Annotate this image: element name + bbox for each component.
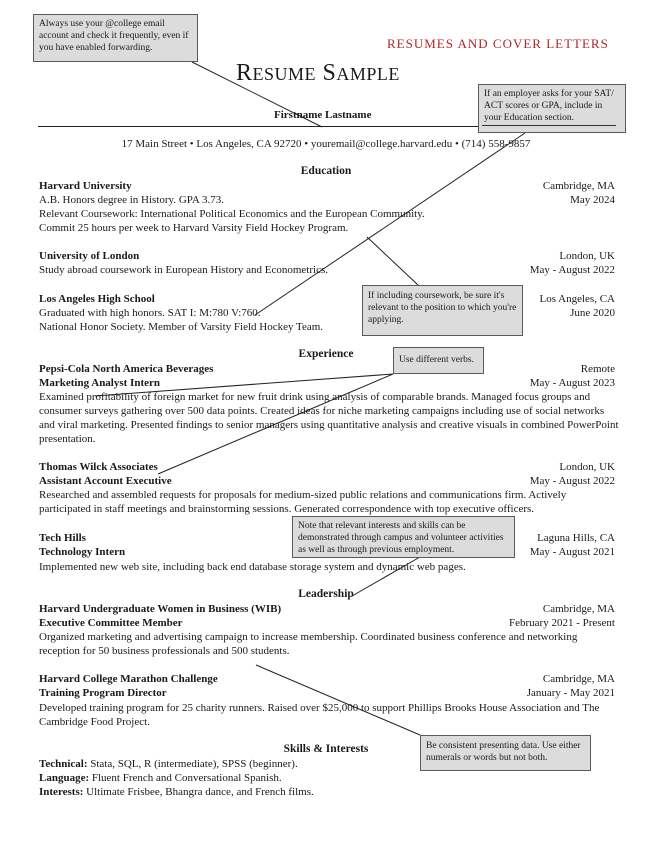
skill-label: Language: [39,772,90,784]
callout-email-tip: Always use your @college email account and check it frequently, even if you have enabled forwarding. [33,14,198,62]
experience-role: Technology Intern [39,546,126,558]
experience-location: Laguna Hills, CA [537,532,615,544]
skill-line [39,785,314,799]
education-date: May - August 2022 [529,264,615,276]
section-heading-skills: Skills & Interests [283,743,369,755]
education-line: A.B. Honors degree in History. GPA 3.73. [39,194,224,206]
education-line: Study abroad coursework in European History and Econometrics. [39,264,328,276]
skill-label: Interests: [39,786,84,798]
education-org: Harvard University [39,180,132,192]
leadership-description: Organized marketing and advertising campaign to increase membership. Coordinated business conference and networking reception for 50 business professionals and 500 students. [39,631,578,657]
education-org: Los Angeles High School [39,293,155,305]
education-date: May 2024 [570,194,615,206]
experience-location: Remote [580,363,615,375]
education-line: Relevant Coursework: International Political Economics and the European Community. [39,208,425,220]
callout-coursework-tip: If including coursework, be sure it's relevant to the position to which you're applying. [362,285,523,336]
education-org: University of London [39,250,140,262]
skill-value: Ultimate Frisbee, Bhangra dance, and French films. [83,786,314,798]
education-location: Cambridge, MA [542,180,615,192]
callout-verbs-tip: Use different verbs. [393,347,484,374]
experience-org: Tech Hills [39,532,86,544]
leadership-org: Harvard College Marathon Challenge [39,673,218,685]
experience-date: May - August 2023 [529,377,615,389]
leadership-location: Cambridge, MA [542,603,615,615]
leadership-role: Training Program Director [39,687,167,699]
section-heading-experience: Experience [298,348,354,360]
experience-org: Pepsi-Cola North America Beverages [39,363,214,375]
callout-scores-tip: If an employer asks for your SAT/ ACT scores or GPA, include in your Education section. [478,84,626,133]
section-heading-leadership: Leadership [298,588,354,600]
document-title: RESUME SAMPLE [236,60,400,86]
experience-date: May - August 2021 [529,546,615,558]
experience-date: May - August 2022 [529,475,615,487]
experience-description: Examined profitability of foreign market for new fruit drink using analysis of comparable brands. Managed focus groups and consumer surveys gathering over 500 data points. Created ideas for niche marketing campaigns including use of social networks and viral marketing. Presented findings to senior managers using quantitative analysis and creative visuals in combined PowerPoint presentation. [39,391,619,445]
leadership-role: Executive Committee Member [39,617,183,629]
experience-description: Implemented new web site, including back end database storage system and dynamic web pages. [39,561,466,573]
education-location: Los Angeles, CA [539,293,615,305]
skill-line [39,757,298,771]
leadership-description: Developed training program for 25 charity runners. Raised over $25,000 to support Phillips Brooks House Association and The Cambridge Food Project. [39,702,600,728]
education-line: Graduated with high honors. SAT I: M:780 V:760. [39,307,261,319]
callout-consistent-tip: Be consistent presenting data. Use either numerals or words but not both. [420,735,591,771]
callout-scores-underline [482,125,616,126]
contact-line: 17 Main Street • Los Angeles, CA 92720 • youremail@college.harvard.edu • (714) 558-9857 [121,138,531,150]
leadership-org: Harvard Undergraduate Women in Business (WIB) [39,603,282,615]
skill-value: Fluent French and Conversational Spanish. [89,772,282,784]
experience-location: London, UK [559,461,615,473]
skill-label: Technical: [39,758,88,770]
callout-interests-tip: Note that relevant interests and skills can be demonstrated through campus and volunteer activities as well as through previous employment. [292,516,515,558]
education-line: National Honor Society. Member of Varsity Field Hockey Team. [39,321,324,333]
leadership-location: Cambridge, MA [542,673,615,685]
experience-role: Marketing Analyst Intern [39,377,160,389]
education-location: London, UK [559,250,615,262]
education-date: June 2020 [570,307,615,319]
leadership-date: January - May 2021 [526,687,615,699]
candidate-name: Firstname Lastname [274,109,372,121]
section-tag: RESUMES AND COVER LETTERS [387,36,609,51]
skill-value: Stata, SQL, R (intermediate), SPSS (beginner). [87,758,298,770]
experience-org: Thomas Wilck Associates [39,461,158,473]
coursework-pointer-line [367,237,418,285]
experience-description: Researched and assembled requests for proposals for medium-sized public relations and communications firm. Actively participated in staff meetings and brainstorming sessions. Generated correspondence with top executive officers. [39,489,567,515]
section-heading-education: Education [300,165,352,177]
leadership-date: February 2021 - Present [508,617,615,629]
education-line: Commit 25 hours per week to Harvard Varsity Field Hockey Program. [39,222,349,234]
experience-role: Assistant Account Executive [39,475,172,487]
skill-line [39,771,282,785]
